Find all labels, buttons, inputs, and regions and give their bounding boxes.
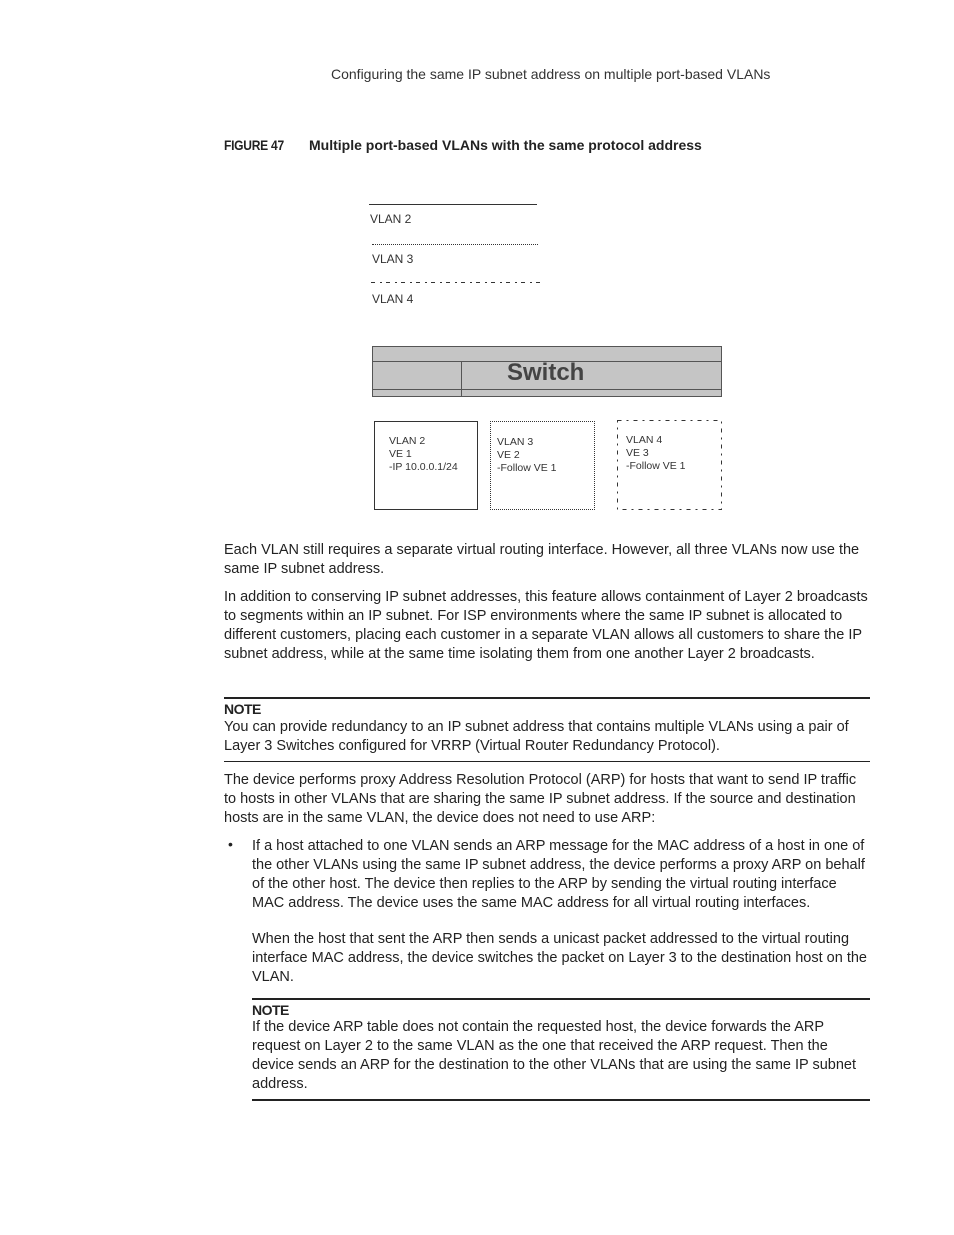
note2-text: If the device ARP table does not contain the requested host, the device forwards the ARP request on Layer 2 to the same VLAN as the one that received the ARP request. Then the device sends an ARP for the destination to the other VLANs that are using the same IP subnet address. [252,1019,857,1092]
figure-label: FIGURE 47 [224,137,284,153]
legend-line-solid [369,204,537,205]
switch-bottom-bar [372,390,722,397]
vlan2-box-line: -IP 10.0.0.1/24 [389,461,458,473]
vlan3-box-line: VLAN 3 [497,436,534,448]
switch-label: Switch [507,359,585,386]
paragraph-2: In addition to conserving IP subnet addresses, this feature allows containment of Layer 2 broadcasts to segments within an IP subnet. For ISP environments where the same IP subnet is allocated to different customers, placing each customer in a separate VLAN allows all customers to share the IP subnet address, while at the same time isolating them from one another Layer 2 broadcasts. [224,589,868,662]
legend-line-dotted [372,244,538,245]
note1-top-rule [224,697,870,699]
vlan2-box-line: VLAN 2 [389,435,426,447]
bullet-marker: • [228,836,233,852]
vlan4-box-line: VLAN 4 [626,434,663,446]
vlan3-box-line: -Follow VE 1 [497,462,557,474]
bullet-1-continuation: When the host that sent the ARP then sends a unicast packet addressed to the virtual routing interface MAC address, the device switches the packet on Layer 3 to the destination host on the VLAN. [252,931,867,985]
bullet-1-text: If a host attached to one VLAN sends an ARP message for the MAC address of a host in one of the other VLANs using the same IP subnet address, the device performs a proxy ARP on behalf of the other host. The device then replies to the ARP by sending the virtual routing interface MAC address. The device uses the same MAC address for all virtual routing interfaces. [252,838,865,911]
legend-label-vlan4: VLAN 4 [372,292,414,306]
vlan4-box-line: VE 3 [626,447,649,459]
switch-divider [461,362,462,396]
vlan3-box [490,421,595,510]
note2-bottom-rule [252,1099,870,1101]
paragraph-3: The device performs proxy Address Resolution Protocol (ARP) for hosts that want to send IP traffic to hosts in other VLANs that are sharing the same IP subnet address. If the source and destination hosts are in the same VLAN, the device does not need to use ARP: [224,772,857,826]
vlan4-box-line: -Follow VE 1 [626,460,686,472]
vlan4-box [617,420,722,510]
note1-text: You can provide redundancy to an IP subnet address that contains multiple VLANs using a pair of Layer 3 Switches configured for VRRP (Virtual Router Redundancy Protocol). [224,719,849,754]
vlan2-box [374,421,478,510]
legend-label-vlan3: VLAN 3 [372,252,414,266]
note1-bottom-rule [224,761,870,762]
note1-heading: NOTE [224,701,261,717]
legend-line-dashdot [371,282,545,283]
paragraph-1: Each VLAN still requires a separate virtual routing interface. However, all three VLANs now use the same IP subnet address. [224,542,860,577]
vlan3-box-line: VE 2 [497,449,520,461]
legend-label-vlan2: VLAN 2 [370,212,412,226]
note2-top-rule [252,998,870,1000]
figure-title: Multiple port-based VLANs with the same protocol address [309,137,702,153]
note2-heading: NOTE [252,1002,289,1018]
vlan2-box-line: VE 1 [389,448,412,460]
running-header: Configuring the same IP subnet address on multiple port-based VLANs [331,66,771,82]
